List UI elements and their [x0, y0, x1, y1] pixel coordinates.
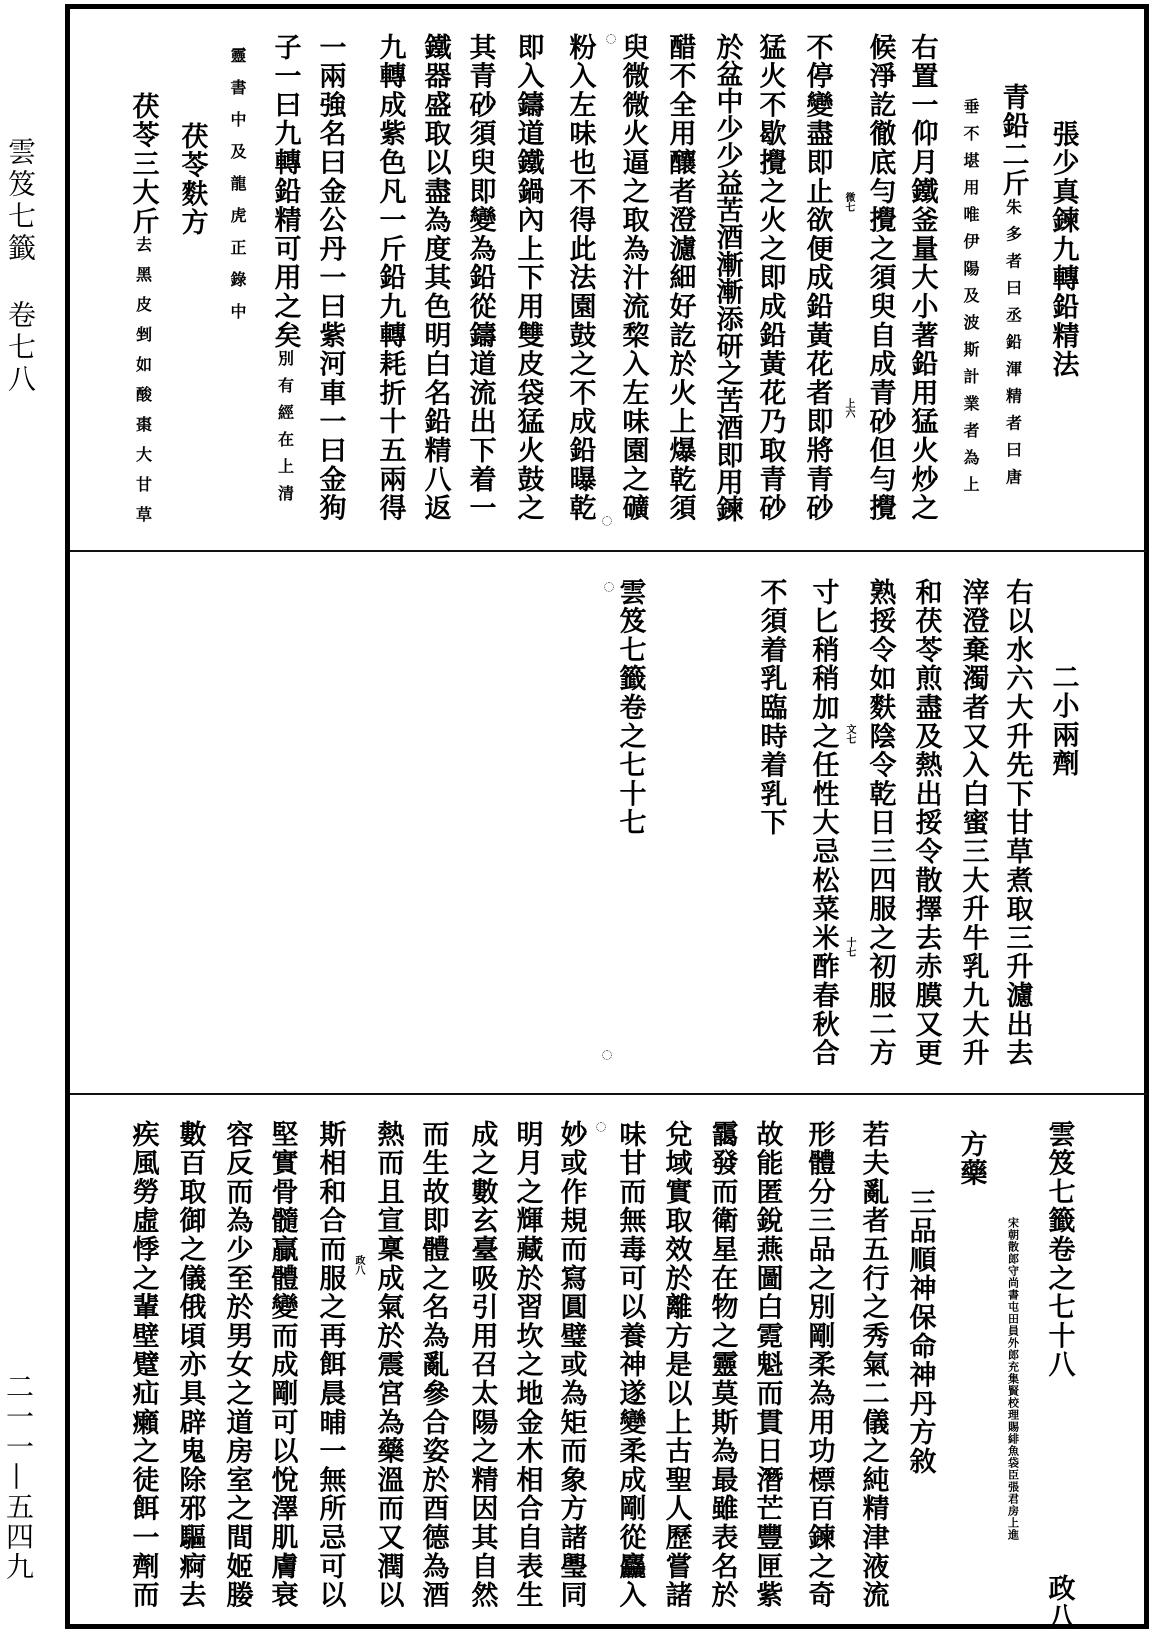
- annotation-column: 靈書中及龍虎正錄中: [228, 47, 247, 335]
- text-column: [127, 92, 159, 536]
- margin-page-number: 二一一—五四九: [2, 1372, 35, 1582]
- text-column: 成之數玄臺吸引用召太陽之精因其自然: [466, 1120, 498, 1610]
- punctuation-circle: [606, 34, 616, 44]
- annotation-column: 垂不堪用唯伊陽及波斯計業者為上: [961, 98, 980, 503]
- chapter-title: 三品順神保命神丹方敘: [904, 1188, 936, 1476]
- section-title: 張少真鍊九轉鉛精法: [1047, 120, 1079, 380]
- volume-title: 雲笈七籤卷之七十八: [1043, 1120, 1075, 1380]
- annotation: 朱多者曰丞鉛渾精者曰唐: [1003, 198, 1023, 496]
- text-column: 不須着乳臨時着乳下: [755, 578, 787, 838]
- text-column: 猛火不歇攪之火之即成鉛黃花乃取青砂: [754, 33, 786, 523]
- text-column: 妙或作規而寫圓璧或為矩而象方諸璺同: [555, 1120, 587, 1610]
- volume-end-title: 雲笈七籤卷之七十七: [614, 578, 646, 838]
- text-column: 容反而為少至於男女之道房室之間姬媵: [221, 1120, 253, 1610]
- text-column: 熱而且宣稟成氣於震宮為藥溫而又潤以: [372, 1120, 404, 1610]
- text-column: 不停變盡即止欲便成鉛黃花者即將青砂: [801, 33, 833, 523]
- main-text: 子一曰九轉鉛精可用之矣: [269, 33, 301, 350]
- punctuation-circle: [602, 516, 612, 526]
- author-line: 宋朝散郎守尚書屯田員外郎充集賢校理賜緋魚袋臣張君房上進: [1006, 1217, 1020, 1541]
- text-column: 一兩強名曰金公丹一曰紫河車一曰金狗: [314, 33, 346, 523]
- text-column: 臾微微火逼之取為汁流棃入左味園之礦: [617, 33, 649, 523]
- main-text: 青鉛二斤: [997, 83, 1029, 199]
- text-column: 靄發而衛星在物之靈莫斯為最雖表名於: [706, 1120, 738, 1610]
- margin-mark: 微七: [843, 192, 854, 212]
- text-column: 斯相和合而服之再餌晨晡一無所忌可以: [314, 1120, 346, 1610]
- annotation: 去黑皮剉如酸棗大甘草: [133, 236, 153, 536]
- text-column: 醋不全用釀者澄濾細好訖於火上爆乾須: [664, 33, 696, 523]
- punctuation-circle: [596, 1122, 606, 1132]
- margin-mark: 十七: [844, 937, 855, 957]
- text-column: 故能匿銳燕圖白霓魁而貫日潛芒豐匣紫: [751, 1120, 783, 1610]
- margin-mark: 文七: [844, 724, 855, 744]
- text-column: [269, 33, 301, 512]
- text-column: 而生故即體之名為亂參合姿於酉德為酒: [417, 1120, 449, 1610]
- margin-mark: 政八: [353, 1255, 364, 1275]
- page-label: 政八: [1043, 1574, 1075, 1632]
- text-column: 和茯苓煎盡及熱出挼令散擇去赤膜又更: [910, 578, 942, 1068]
- annotation: 別有經在上清: [275, 349, 295, 512]
- margin-volume: 卷七八: [4, 300, 37, 396]
- text-column: 堅實骨髓贏體變而成剛可以悅澤肌膚衰: [266, 1120, 298, 1610]
- main-text: 茯苓三大斤: [127, 92, 159, 236]
- recipe-title: 茯苓麩方: [176, 122, 208, 238]
- text-column: 九轉成紫色凡一斤鉛九轉耗折十五兩得: [374, 33, 406, 523]
- text-column: 候淨訖徹底勻攪之須臾自成青砂但勻攪: [864, 33, 896, 523]
- text-column: 鐵器盛取以盡為度其色明白名鉛精八返: [419, 33, 451, 523]
- text-column: 於盆中少少益苦酒漸漸添研之苦酒即用鍊: [711, 33, 743, 523]
- margin-mark: 上六: [843, 398, 854, 418]
- panel-divider-top: [70, 550, 1147, 552]
- text-column: 兌域實取效於離方是以上古聖人歷嘗諸: [660, 1120, 692, 1610]
- punctuation-circle: [602, 1050, 612, 1060]
- text-column: 若夫亂者五行之秀氣二儀之純精津液流: [857, 1120, 889, 1610]
- punctuation-circle: [604, 582, 614, 592]
- text-column: 其青砂須臾即變為鉛從鑄道流出下着一: [464, 33, 496, 523]
- panel-divider-bottom: [70, 1093, 1147, 1095]
- text-column: 味甘而無毒可以養神遂變柔成剛從麤入: [614, 1120, 646, 1610]
- margin-book-title: 雲笈七籤: [4, 137, 37, 265]
- text-column: 明月之輝藏於習坎之地金木相合自表生: [511, 1120, 543, 1610]
- text-column: 疾風勞虛悸之輩壁躄疝癩之徒餌一劑而: [127, 1120, 159, 1610]
- text-column: 寸匕稍稍加之任性大忌松菜米酢春秋合: [807, 578, 839, 1068]
- text-column: 形體分三品之別剛柔為用功標百鍊之奇: [803, 1120, 835, 1610]
- text-column: 熟挼令如麩陰令乾日三四服之初服二方: [864, 578, 896, 1068]
- text-column: 滓澄棄濁者又入白蜜三大升牛乳九大升: [957, 578, 989, 1068]
- section-title: 方藥: [955, 1130, 987, 1188]
- text-column: 數百取御之儀俄頃亦具辟鬼除邪驅痾去: [174, 1120, 206, 1610]
- text-column: 二小兩劑: [1047, 663, 1079, 779]
- text-column: 即入鑄道鐵鍋內上下用雙皮袋猛火鼓之: [512, 33, 544, 523]
- text-column: 粉入左味也不得此法園鼓之不成鉛曝乾: [564, 33, 596, 523]
- text-column: 右以水六大升先下甘草煮取三升濾出去: [1001, 578, 1033, 1068]
- text-column: [997, 83, 1029, 496]
- text-column: 右置一仰月鐵釜量大小著鉛用猛火炒之: [906, 33, 938, 523]
